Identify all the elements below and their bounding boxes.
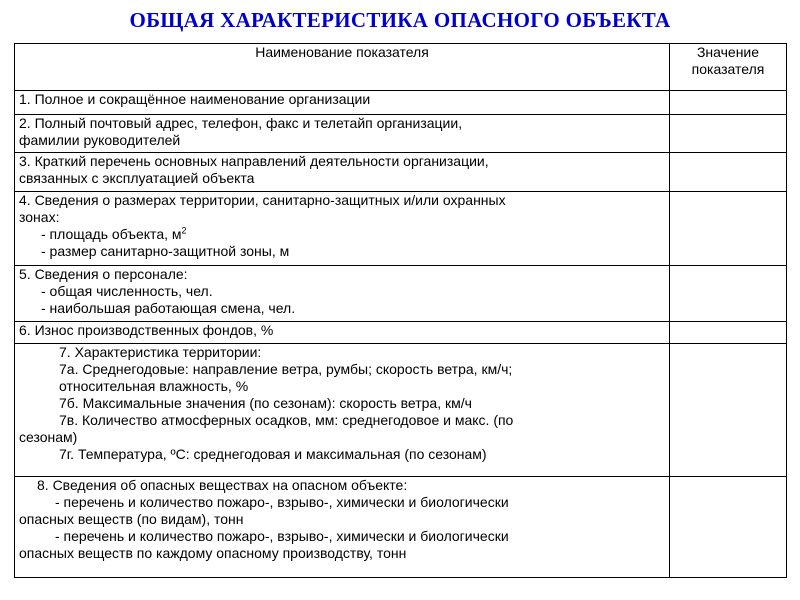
table-row	[15, 322, 787, 344]
row-5-value	[670, 266, 787, 322]
row-text: 1. Полное и сокращённое наименование организации	[19, 91, 371, 107]
row-text: 6. Износ производственных фондов, %	[19, 322, 274, 338]
page-title: ОБЩАЯ ХАРАКТЕРИСТИКА ОПАСНОГО ОБЪЕКТА	[129, 8, 671, 32]
row-subitem: - перечень и количество пожаро-, взрыво-, химически и биологически	[55, 528, 509, 544]
header-indicator-name: Наименование показателя	[15, 44, 670, 91]
row-7-label	[15, 344, 670, 477]
row-3-label	[15, 153, 670, 192]
row-text: 7г. Температура, ºС: среднегодовая и максимальная (по сезонам)	[59, 446, 487, 462]
indicator-table	[14, 43, 787, 578]
row-text: 5. Сведения о персонале:	[19, 266, 188, 282]
header-value-line-1: Значение	[696, 44, 760, 60]
row-4-label	[15, 192, 670, 266]
row-2-value	[670, 115, 787, 153]
row-text: 8. Сведения об опасных веществах на опасном объекте:	[37, 477, 408, 493]
row-2-label	[15, 115, 670, 153]
row-text: - площадь объекта, м	[41, 226, 182, 242]
row-text: сезонам)	[19, 429, 78, 445]
header-indicator-value	[670, 44, 787, 91]
superscript-2: 2	[181, 225, 187, 236]
row-subitem	[19, 226, 665, 243]
row-text: фамилии руководителей	[19, 132, 181, 148]
row-text: 3. Краткий перечень основных направлений деятельности организации,	[19, 153, 489, 169]
row-subitem: - общая численность, чел.	[41, 283, 213, 299]
table-row	[15, 115, 787, 153]
row-8-value	[670, 477, 787, 578]
row-6-label	[15, 322, 670, 344]
row-text: 2. Полный почтовый адрес, телефон, факс и телетайп организации,	[19, 115, 463, 131]
table-header-row	[15, 44, 787, 91]
row-text: опасных веществ по каждому опасному производству, тонн	[19, 545, 407, 561]
row-text: 7. Характеристика территории:	[59, 344, 262, 360]
row-text: 4. Сведения о размерах территории, санитарно-защитных и/или охранных	[19, 192, 506, 208]
row-text: связанных с эксплуатацией объекта	[19, 170, 255, 186]
table-row	[15, 266, 787, 322]
row-text: 7б. Максимальные значения (по сезонам): скорость ветра, км/ч	[59, 395, 472, 411]
table-row	[15, 153, 787, 192]
row-3-value	[670, 153, 787, 192]
row-8-label	[15, 477, 670, 578]
row-text: 7а. Среднегодовые: направление ветра, румбы; скорость ветра, км/ч;	[59, 361, 513, 377]
row-6-value	[670, 322, 787, 344]
row-7-value	[670, 344, 787, 477]
table-row	[15, 192, 787, 266]
row-subitem: - наибольшая работающая смена, чел.	[41, 300, 296, 316]
row-5-label	[15, 266, 670, 322]
row-4-value	[670, 192, 787, 266]
row-subitem: - размер санитарно-защитной зоны, м	[41, 243, 290, 259]
table-row	[15, 477, 787, 578]
row-1-label	[15, 91, 670, 115]
row-text: относительная влажность, %	[59, 378, 249, 394]
row-1-value	[670, 91, 787, 115]
row-text: зонах:	[19, 209, 60, 225]
row-text: опасных веществ (по видам), тонн	[19, 511, 244, 527]
header-value-line-2: показателя	[691, 61, 765, 77]
table-row	[15, 344, 787, 477]
row-subitem: - перечень и количество пожаро-, взрыво-, химически и биологически	[55, 494, 509, 510]
table-row	[15, 91, 787, 115]
row-text: 7в. Количество атмосферных осадков, мм: среднегодовое и макс. (по	[59, 412, 514, 428]
